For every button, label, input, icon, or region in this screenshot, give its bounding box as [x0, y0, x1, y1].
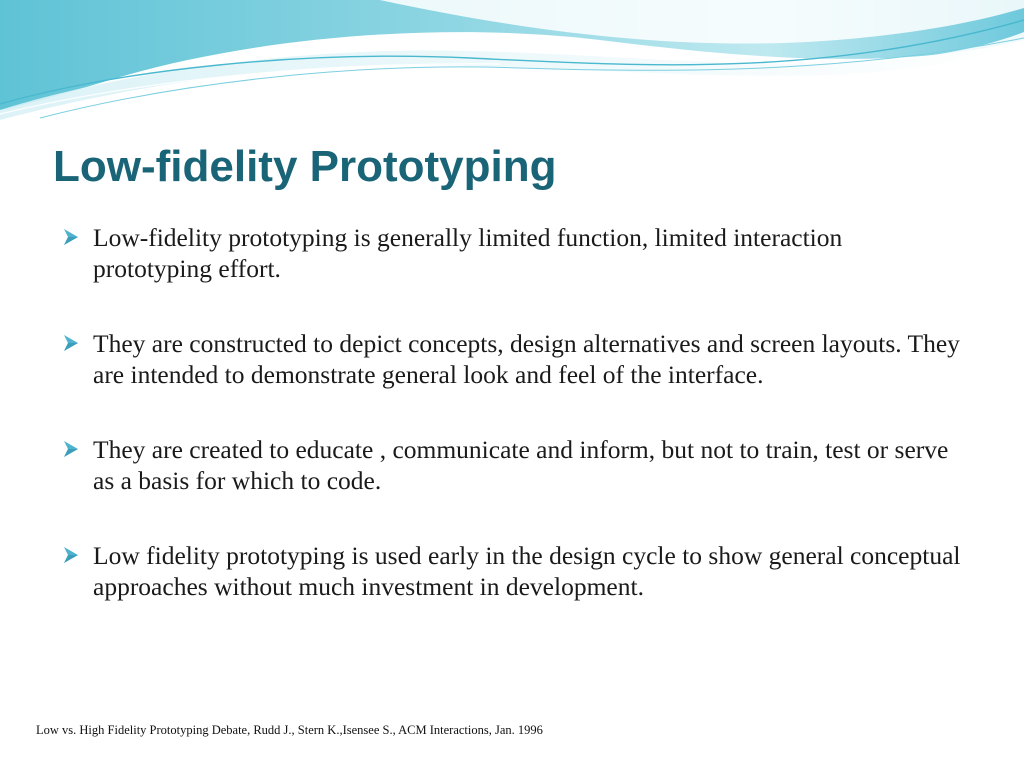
bullet-list	[62, 222, 962, 602]
bullet-item	[62, 434, 962, 496]
bullet-text: They are created to educate , communicate and inform, but not to train, test or serve as a basis for which to code.	[93, 435, 949, 495]
slide-title: Low-fidelity Prototyping	[53, 142, 557, 191]
bullet-item	[62, 328, 962, 390]
arrowhead-bullet-icon	[62, 334, 80, 352]
bullet-item	[62, 540, 962, 602]
bullet-text: Low-fidelity prototyping is generally limited function, limited interaction prototyping effort.	[93, 223, 843, 283]
citation-footnote: Low vs. High Fidelity Prototyping Debate, Rudd J., Stern K.,Isensee S., ACM Interactions, Jan. 1996	[36, 723, 543, 737]
bullet-item	[62, 222, 962, 284]
arrowhead-bullet-icon	[62, 440, 80, 458]
bullet-text: They are constructed to depict concepts, design alternatives and screen layouts. They are intended to demonstrate general look and feel of the interface.	[93, 329, 960, 389]
header-wave-decoration	[0, 0, 1024, 130]
arrowhead-bullet-icon	[62, 228, 80, 246]
arrowhead-bullet-icon	[62, 546, 80, 564]
bullet-text: Low fidelity prototyping is used early in the design cycle to show general conceptual approaches without much investment in development.	[93, 541, 961, 601]
